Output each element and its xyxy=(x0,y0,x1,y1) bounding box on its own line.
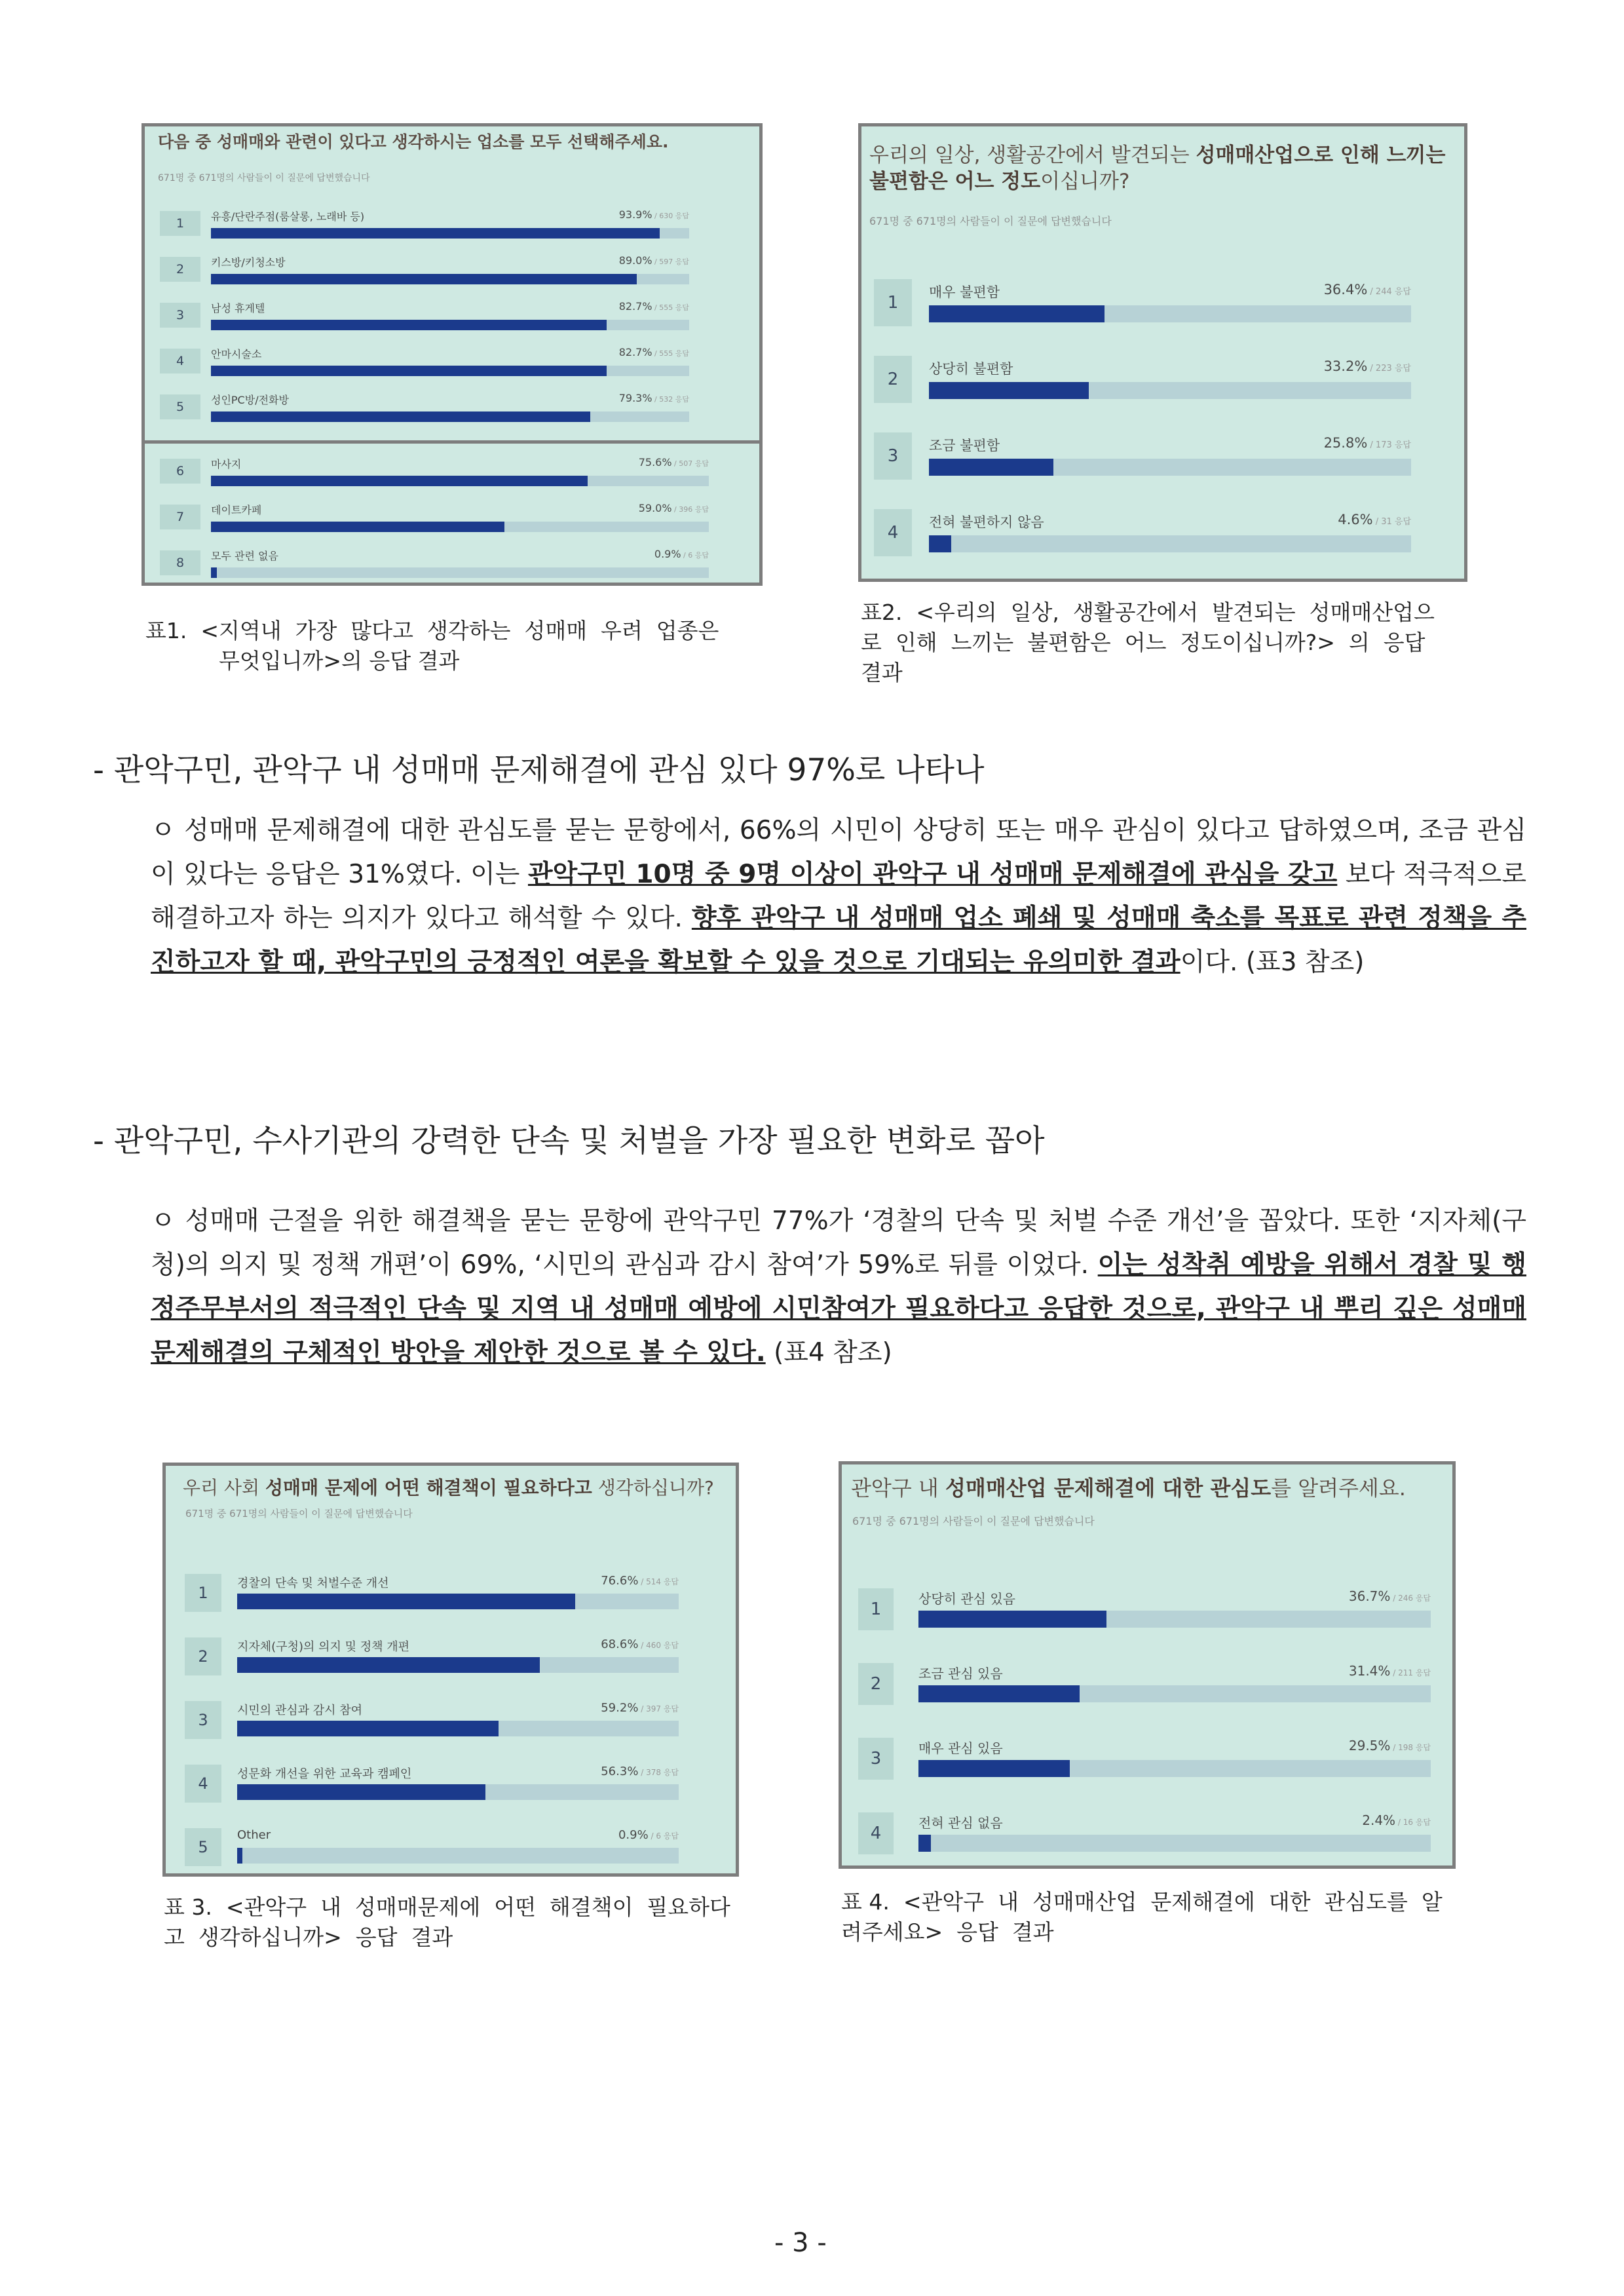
chart1-row-label: 유흥/단란주점(룸살롱, 노래바 등) xyxy=(211,210,365,223)
chart2-row-percent: 4.6% / 31 응답 xyxy=(1338,512,1411,527)
chart3-row-label: Other xyxy=(237,1828,271,1842)
chart4-row-label: 상당히 관심 있음 xyxy=(918,1591,1015,1607)
chart3-row-percent: 76.6% / 514 응답 xyxy=(601,1574,679,1588)
chart3-bar-track xyxy=(237,1594,679,1609)
chart1-row-percent: 75.6% / 507 응답 xyxy=(638,456,709,469)
section1-emph-1: 관악구민 10명 중 9명 이상이 관악구 내 성매매 문제해결에 관심을 갖고 xyxy=(527,860,1338,889)
chart2-row-number: 3 xyxy=(874,432,912,480)
chart3-title-b: 성매매 문제에 어떤 해결책이 필요하다고 xyxy=(265,1477,592,1499)
chart2-row-count: / 244 응답 xyxy=(1367,287,1411,297)
chart1-bar-track xyxy=(211,366,689,376)
chart2-title-a: 우리의 일상, 생활공간에서 발견되는 xyxy=(869,144,1196,167)
chart2-bar-track xyxy=(929,382,1411,399)
section1-emph-2: 향후 관악구 내 성매매 업소 폐쇄 및 성매매 축소를 목표로 관련 정책을 추진하고자 할 때, 관악구민의 긍정적인 여론을 확보할 수 있을 것으로 기대되는 유의미한 결과 xyxy=(151,904,1527,977)
chart2-row-count: / 31 응답 xyxy=(1372,517,1411,527)
chart1-row-count: / 6 응답 xyxy=(681,551,709,560)
chart1-bar-fill xyxy=(211,274,637,284)
chart3-row-count: / 514 응답 xyxy=(638,1577,679,1586)
chart3-title xyxy=(183,1476,733,1500)
chart3-bar-fill xyxy=(237,1594,575,1609)
chart3-row-number: 5 xyxy=(185,1828,221,1866)
chart4-row-number: 3 xyxy=(858,1738,894,1780)
section1-heading: - 관악구민, 관악구 내 성매매 문제해결에 관심 있다 97%로 나타나 xyxy=(93,752,985,788)
caption1-line2: 무엇입니까>의 응답 결과 xyxy=(219,648,460,674)
chart3-subtitle: 671명 중 671명의 사람들이 이 질문에 답변했습니다 xyxy=(185,1508,413,1520)
chart1-bar-track xyxy=(211,522,709,532)
chart1-bar-track xyxy=(211,411,689,422)
chart4-bar-track xyxy=(918,1685,1431,1702)
chart1-row-label: 키스방/키청소방 xyxy=(211,256,286,269)
caption-table4 xyxy=(841,1887,1457,1947)
chart1-bar-fill xyxy=(211,522,504,532)
section2-heading: - 관악구민, 수사기관의 강력한 단속 및 처벌을 가장 필요한 변화로 꼽아 xyxy=(93,1123,1045,1159)
chart3-row-count: / 397 응답 xyxy=(638,1704,679,1713)
chart1-row-number: 8 xyxy=(160,550,200,575)
chart1-bar-fill xyxy=(211,228,660,239)
chart2-subtitle: 671명 중 671명의 사람들이 이 질문에 답변했습니다 xyxy=(869,215,1112,227)
chart1-row-percent: 0.9% / 6 응답 xyxy=(654,548,709,560)
chart4-title xyxy=(851,1475,1447,1502)
chart4-title-a: 관악구 내 xyxy=(851,1476,945,1501)
chart3-row-percent: 59.2% / 397 응답 xyxy=(601,1701,679,1715)
caption4-line1: 표 4. <관악구 내 성매매산업 문제해결에 대한 관심도를 알 xyxy=(841,1889,1443,1915)
chart1-row-label: 데이트카페 xyxy=(211,504,262,516)
chart4-row-count: / 16 응답 xyxy=(1395,1818,1431,1827)
chart3-bar-fill xyxy=(237,1657,540,1673)
chart3-row-count: / 460 응답 xyxy=(638,1641,679,1650)
caption-table3 xyxy=(164,1892,740,1953)
chart4-title-b: 성매매산업 문제해결에 대한 관심도 xyxy=(945,1476,1272,1501)
chart3-row-percent: 0.9% / 6 응답 xyxy=(618,1828,679,1842)
chart4-row-label: 전혀 관심 없음 xyxy=(918,1815,1003,1831)
chart2-row-percent: 33.2% / 223 응답 xyxy=(1323,358,1411,374)
chart4-bar-fill xyxy=(918,1611,1106,1628)
chart1-row-label: 남성 휴게텔 xyxy=(211,302,265,315)
chart1-row-number: 3 xyxy=(160,303,200,328)
chart2-row-label: 전혀 불편하지 않음 xyxy=(929,514,1044,530)
chart4-row-percent: 29.5% / 198 응답 xyxy=(1348,1738,1431,1753)
chart2-title xyxy=(869,142,1459,195)
chart3-row-label: 경찰의 단속 및 처벌수준 개선 xyxy=(237,1577,389,1590)
chart4-row-label: 조금 관심 있음 xyxy=(918,1666,1003,1681)
caption3-line2: 고 생각하십니까> 응답 결과 xyxy=(164,1924,453,1950)
chart1-row-percent: 89.0% / 597 응답 xyxy=(618,254,689,267)
chart1-bar-track xyxy=(211,567,709,578)
chart1-row-number: 4 xyxy=(160,349,200,373)
chart2-row-percent: 36.4% / 244 응답 xyxy=(1323,282,1411,297)
chart4-row-count: / 198 응답 xyxy=(1390,1743,1431,1752)
chart1-row-label: 모두 관련 없음 xyxy=(211,550,278,562)
chart2-row-percent: 25.8% / 173 응답 xyxy=(1323,435,1411,451)
caption4-line2: 려주세요> 응답 결과 xyxy=(841,1919,1054,1945)
page-number: - 3 - xyxy=(774,2228,827,2258)
chart4-title-c: 를 알려주세요. xyxy=(1271,1476,1406,1501)
chart2-bar-fill xyxy=(929,305,1105,322)
chart4-bar-fill xyxy=(918,1760,1070,1777)
chart2-row-label: 조금 불편함 xyxy=(929,438,1000,453)
chart4-row-number: 2 xyxy=(858,1663,894,1705)
chart3-bar-track xyxy=(237,1848,679,1864)
chart1-bar-track xyxy=(211,320,689,330)
chart3-bar-fill xyxy=(237,1721,499,1736)
chart1-title: 다음 중 성매매와 관련이 있다고 생각하시는 업소를 모두 선택해주세요. xyxy=(158,132,669,151)
chart4-row-count: / 246 응답 xyxy=(1390,1594,1431,1603)
chart1-bar-fill xyxy=(211,320,607,330)
chart4-row-percent: 2.4% / 16 응답 xyxy=(1362,1812,1431,1828)
chart1-bar-fill xyxy=(211,567,217,578)
chart1-bar-fill xyxy=(211,476,588,486)
chart3-row-percent: 68.6% / 460 응답 xyxy=(601,1637,679,1651)
chart3-row-count: / 6 응답 xyxy=(648,1831,679,1841)
chart1-row-number: 1 xyxy=(160,211,200,236)
chart3-row-number: 1 xyxy=(185,1574,221,1612)
chart4-bar-fill xyxy=(918,1685,1080,1702)
chart3-row-number: 3 xyxy=(185,1701,221,1739)
section1-text-e: 이다. (표3 참조) xyxy=(1180,947,1365,977)
chart4-row-number: 4 xyxy=(858,1812,894,1854)
chart2-row-number: 1 xyxy=(874,279,912,326)
chart4-row-percent: 36.7% / 246 응답 xyxy=(1348,1588,1431,1604)
chart1-row-count: / 396 응답 xyxy=(671,505,709,514)
chart4-row-count: / 211 응답 xyxy=(1390,1668,1431,1677)
chart1-row-label: 성인PC방/전화방 xyxy=(211,394,289,406)
chart3-row-percent: 56.3% / 378 응답 xyxy=(601,1765,679,1778)
chart1-subtitle: 671명 중 671명의 사람들이 이 질문에 답변했습니다 xyxy=(158,173,370,183)
chart1-row-percent: 82.7% / 555 응답 xyxy=(618,300,689,313)
section2-emph: 이는 성착취 예방을 위해서 경찰 및 행정주무부서의 적극적인 단속 및 지역 내 성매매 예방에 시민참여가 필요하다고 응답한 것으로, 관악구 내 뿌리 깊은 성매매 문제해결의 구체적인 방안을 제안한 것으로 볼 수 있다. xyxy=(151,1250,1526,1368)
chart3-bar-track xyxy=(237,1721,679,1736)
caption-table2 xyxy=(861,598,1470,688)
chart1-row-percent: 82.7% / 555 응답 xyxy=(618,346,689,358)
chart4-subtitle: 671명 중 671명의 사람들이 이 질문에 답변했습니다 xyxy=(852,1515,1095,1527)
chart2-bar-track xyxy=(929,535,1411,552)
chart3-bar-fill xyxy=(237,1848,242,1864)
section1-paragraph xyxy=(151,809,1526,984)
chart2-bar-fill xyxy=(929,382,1089,399)
chart1-bar-fill xyxy=(211,366,607,376)
chart2-row-label: 상당히 불편함 xyxy=(929,361,1013,377)
chart1-row-count: / 555 응답 xyxy=(652,303,689,312)
chart4-row-number: 1 xyxy=(858,1588,894,1630)
section1-text-c: 보다 적극적으로 해결하고자 하는 의지가 있다고 해석할 수 있다. xyxy=(151,860,1526,933)
chart1-row-number: 7 xyxy=(160,505,200,529)
chart1-row-number: 6 xyxy=(160,459,200,484)
chart2-row-number: 4 xyxy=(874,509,912,556)
chart4-bar-track xyxy=(918,1611,1431,1628)
chart2-title-b: 성매매산업으로 인해 느끼는 불편함은 어느 정도 xyxy=(869,144,1446,194)
chart3-title-a: 우리 사회 xyxy=(183,1477,265,1499)
chart4-bar-fill xyxy=(918,1835,931,1852)
section2-text-a: ㅇ 성매매 근절을 위한 해결책을 묻는 문항에 관악구민 77%가 ‘경찰의 단속 및 처벌 수준 개선’을 꼽았다. 또한 ‘지자체(구청)의 의지 및 정책 개편’이 69%, ‘시민의 관심과 감시 참여’가 59%로 뒤를 이었다. xyxy=(151,1206,1526,1280)
chart2-row-label: 매우 불편함 xyxy=(929,284,1000,300)
chart1-row-count: / 630 응답 xyxy=(652,212,689,220)
chart4-row-percent: 31.4% / 211 응답 xyxy=(1348,1663,1431,1679)
chart1-bar-track xyxy=(211,476,709,486)
chart3-row-label: 성문화 개선을 위한 교육과 캠페인 xyxy=(237,1767,412,1781)
chart2-row-count: / 223 응답 xyxy=(1367,364,1411,373)
chart3-bar-track xyxy=(237,1657,679,1673)
chart2-row-number: 2 xyxy=(874,356,912,403)
chart1-row-count: / 532 응답 xyxy=(652,395,689,404)
chart1-bar-track xyxy=(211,274,689,284)
chart3-title-c: 생각하십니까? xyxy=(592,1477,714,1499)
caption1-line1: 표1. <지역내 가장 많다고 생각하는 성매매 우려 업종은 xyxy=(145,618,719,643)
chart2-title-c: 이십니까? xyxy=(1040,170,1130,194)
caption3-line1: 표 3. <관악구 내 성매매문제에 어떤 해결책이 필요하다 xyxy=(164,1894,730,1920)
chart1-bar-track xyxy=(211,228,689,239)
chart3-row-number: 4 xyxy=(185,1765,221,1803)
chart3-row-count: / 378 응답 xyxy=(638,1768,679,1777)
chart2-bar-fill xyxy=(929,459,1053,476)
chart2-bar-track xyxy=(929,459,1411,476)
chart2-bar-track xyxy=(929,305,1411,322)
section2-paragraph xyxy=(151,1199,1526,1375)
chart1-row-percent: 79.3% / 532 응답 xyxy=(618,392,689,404)
caption2-line3: 결과 xyxy=(861,660,903,685)
section2-text-c: (표4 참조) xyxy=(765,1338,892,1368)
chart1-row-label: 마사지 xyxy=(211,458,242,470)
chart1-row-percent: 59.0% / 396 응답 xyxy=(638,502,709,514)
chart1-row-count: / 507 응답 xyxy=(671,459,709,468)
section1-text-a: ㅇ 성매매 문제해결에 대한 관심도를 묻는 문항에서, 66%의 시민이 상당히 또는 매우 관심이 있다고 답하였으며, 조금 관심이 있다는 응답은 31%였다. 이는 xyxy=(151,816,1526,889)
chart3-row-label: 지자체(구청)의 의지 및 정책 개편 xyxy=(237,1640,409,1654)
chart1-row-count: / 597 응답 xyxy=(652,258,689,266)
chart3-row-label: 시민의 관심과 감시 참여 xyxy=(237,1704,363,1717)
chart1-bar-fill xyxy=(211,411,590,422)
chart1-row-number: 5 xyxy=(160,394,200,419)
chart3-bar-fill xyxy=(237,1784,485,1800)
chart4-bar-track xyxy=(918,1760,1431,1777)
chart2-bar-fill xyxy=(929,535,951,552)
chart2-row-count: / 173 응답 xyxy=(1367,440,1411,450)
chart4-bar-track xyxy=(918,1835,1431,1852)
caption2-line1: 표2. <우리의 일상, 생활공간에서 발견되는 성매매산업으 xyxy=(861,600,1435,625)
chart1-row-number: 2 xyxy=(160,257,200,282)
chart3-bar-track xyxy=(237,1784,679,1800)
chart1-row-percent: 93.9% / 630 응답 xyxy=(618,208,689,221)
caption-table1 xyxy=(145,616,748,676)
caption2-line2: 로 인해 느끼는 불편함은 어느 정도이십니까?> 의 응답 xyxy=(861,630,1426,655)
chart1-row-count: / 555 응답 xyxy=(652,349,689,358)
chart3-row-number: 2 xyxy=(185,1637,221,1675)
chart1-row-label: 안마시술소 xyxy=(211,348,262,360)
chart4-row-label: 매우 관심 있음 xyxy=(918,1740,1003,1756)
